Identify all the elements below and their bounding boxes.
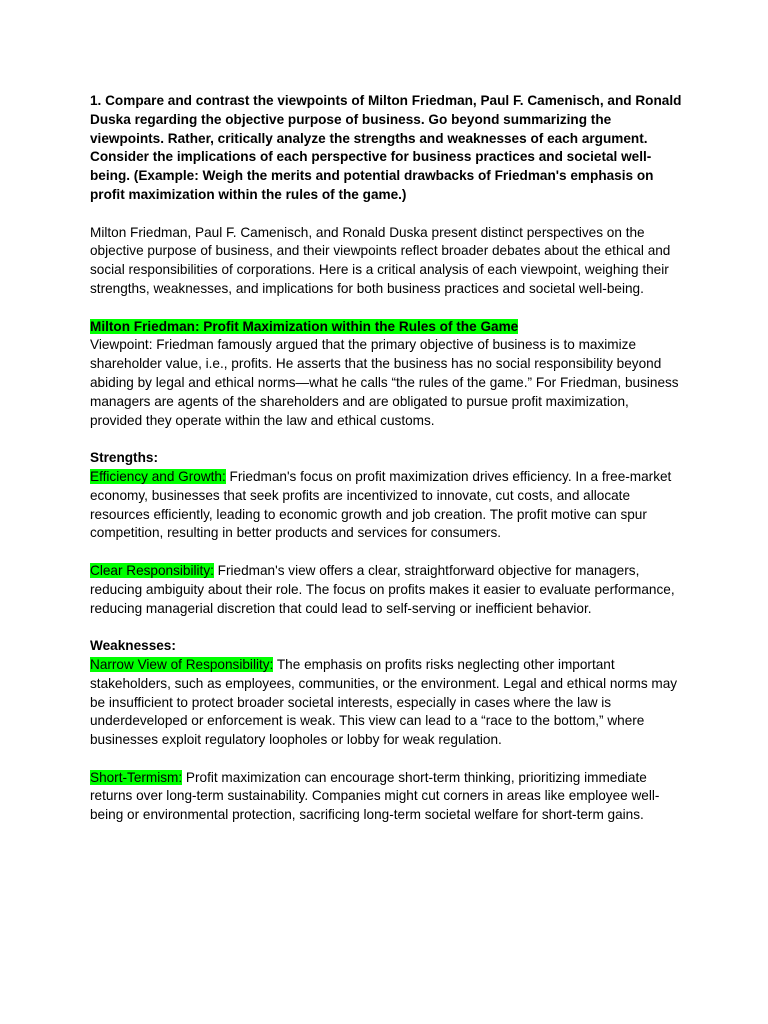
weakness-label: Short-Termism: <box>90 769 183 785</box>
strength-text: Friedman's focus on profit maximization drives efficiency. In a free-market economy, businesses that seek profits are incentivized to innovate, cut costs, and allocate resources efficiently, leading to economic growth and job creation. The profit motive can spur competition, resulting in better products and services for consumers. <box>90 468 672 541</box>
weakness-item <box>90 769 682 825</box>
weakness-item <box>90 656 682 750</box>
strength-item <box>90 562 682 618</box>
strength-text: Friedman's view offers a clear, straightforward objective for managers, reducing ambiguity about their role. The focus on profits makes it easier to evaluate performance, reducing managerial discretion that could lead to self-serving or inefficient behavior. <box>90 562 675 616</box>
section-heading-friedman <box>90 318 682 337</box>
weakness-text: The emphasis on profits risks neglecting other important stakeholders, such as employees, communities, or the environment. Legal and ethical norms may be insufficient to protect broader societal interests, especially in cases where the law is underdeveloped or enforcement is weak. This view can lead to a “race to the bottom,” where businesses exploit regulatory loopholes or lobby for weak regulation. <box>90 656 678 748</box>
strength-item <box>90 468 682 543</box>
weaknesses-heading: Weaknesses: <box>90 638 176 654</box>
intro-paragraph: Milton Friedman, Paul F. Camenisch, and Ronald Duska present distinct perspectives on the objective purpose of business, and their viewpoints reflect broader debates about the ethical and social responsibilities of corporations. Here is a critical analysis of each viewpoint, weighing their strengths, weaknesses, and implications for both business practices and societal well-being. <box>90 224 671 296</box>
strength-label: Clear Responsibility: <box>90 562 214 578</box>
document-page <box>90 92 682 844</box>
weakness-text: Profit maximization can encourage short-term thinking, prioritizing immediate returns over long-term sustainability. Companies might cut corners in areas like employee well-being or environmental protection, sacrificing long-term societal welfare for short-term gains. <box>90 769 660 823</box>
weakness-label: Narrow View of Responsibility: <box>90 656 274 672</box>
friedman-heading: Milton Friedman: Profit Maximization within the Rules of the Game <box>90 318 519 334</box>
question-text: 1. Compare and contrast the viewpoints of Milton Friedman, Paul F. Camenisch, and Ronald Duska regarding the objective purpose of business. Go beyond summarizing the viewpoints. Rather, critically analyze the strengths and weaknesses of each argument. Consider the implications of each perspective for business practices and societal well-being. (Example: Weigh the merits and potential drawbacks of Friedman's emphasis on profit maximization within the rules of the game.) <box>90 93 682 202</box>
strength-label: Efficiency and Growth: <box>90 468 226 484</box>
friedman-viewpoint: Viewpoint: Friedman famously argued that the primary objective of business is to maximize shareholder value, i.e., profits. He asserts that the business has no social responsibility beyond abiding by legal and ethical norms—what he calls “the rules of the game.” For Friedman, business managers are agents of the shareholders and are obligated to pursue profit maximization, provided they operate within the law and ethical customs. <box>90 337 679 428</box>
strengths-heading: Strengths: <box>90 450 158 466</box>
